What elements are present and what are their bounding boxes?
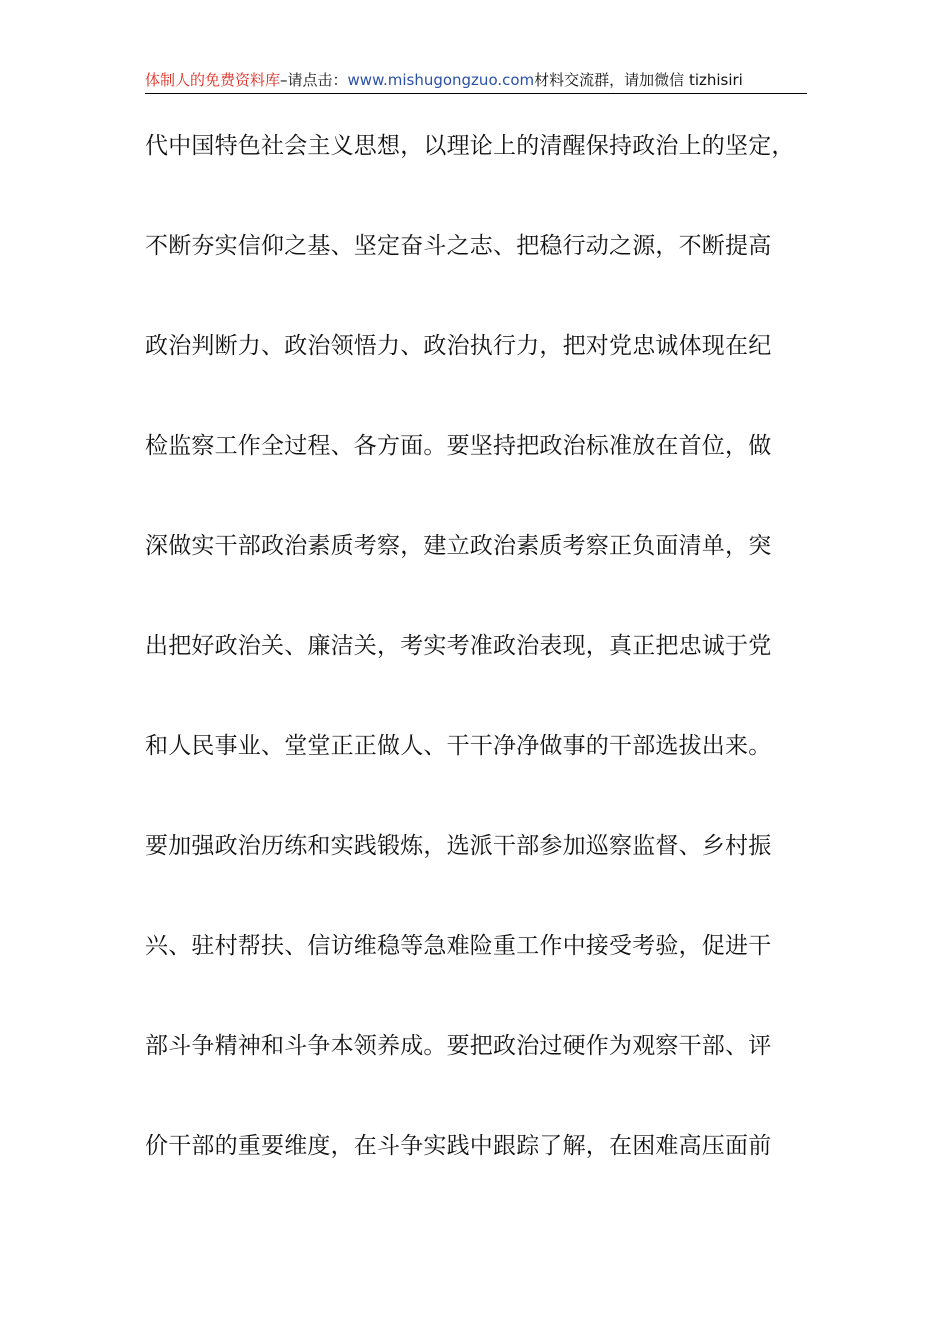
header-wechat-text: 材料交流群，请加微信 tizhisiri — [534, 71, 743, 89]
body-line: 出把好政治关、廉洁关，考实考准政治表现，真正把忠诚于党 — [145, 633, 772, 659]
body-line: 和人民事业、堂堂正正做人、干干净净做事的干部选拔出来。 — [145, 733, 772, 759]
document-body — [145, 122, 807, 1222]
body-line: 部斗争精神和斗争本领养成。要把政治过硬作为观察干部、评 — [145, 1033, 772, 1059]
body-line: 代中国特色社会主义思想，以理论上的清醒保持政治上的坚定， — [145, 133, 795, 159]
body-line: 价干部的重要维度，在斗争实践中跟踪了解，在困难高压面前 — [145, 1133, 772, 1159]
body-line: 深做实干部政治素质考察，建立政治素质考察正负面清单，突 — [145, 533, 772, 559]
page-header — [145, 68, 807, 92]
body-line: 不断夯实信仰之基、坚定奋斗之志、把稳行动之源，不断提高 — [145, 233, 772, 259]
body-line: 检监察工作全过程、各方面。要坚持把政治标准放在首位，做 — [145, 433, 772, 459]
header-site-name: 体制人的免费资料库 — [145, 71, 281, 89]
body-line: 要加强政治历练和实践锻炼，选派干部参加巡察监督、乡村振 — [145, 833, 772, 859]
body-line: 兴、驻村帮扶、信访维稳等急难险重工作中接受考验，促进干 — [145, 933, 772, 959]
header-divider — [145, 93, 807, 94]
header-click-prompt: –请点击： — [280, 71, 348, 89]
body-line: 政治判断力、政治领悟力、政治执行力，把对党忠诚体现在纪 — [145, 333, 772, 359]
header-url-link[interactable]: www.mishugongzuo.com — [347, 71, 535, 89]
